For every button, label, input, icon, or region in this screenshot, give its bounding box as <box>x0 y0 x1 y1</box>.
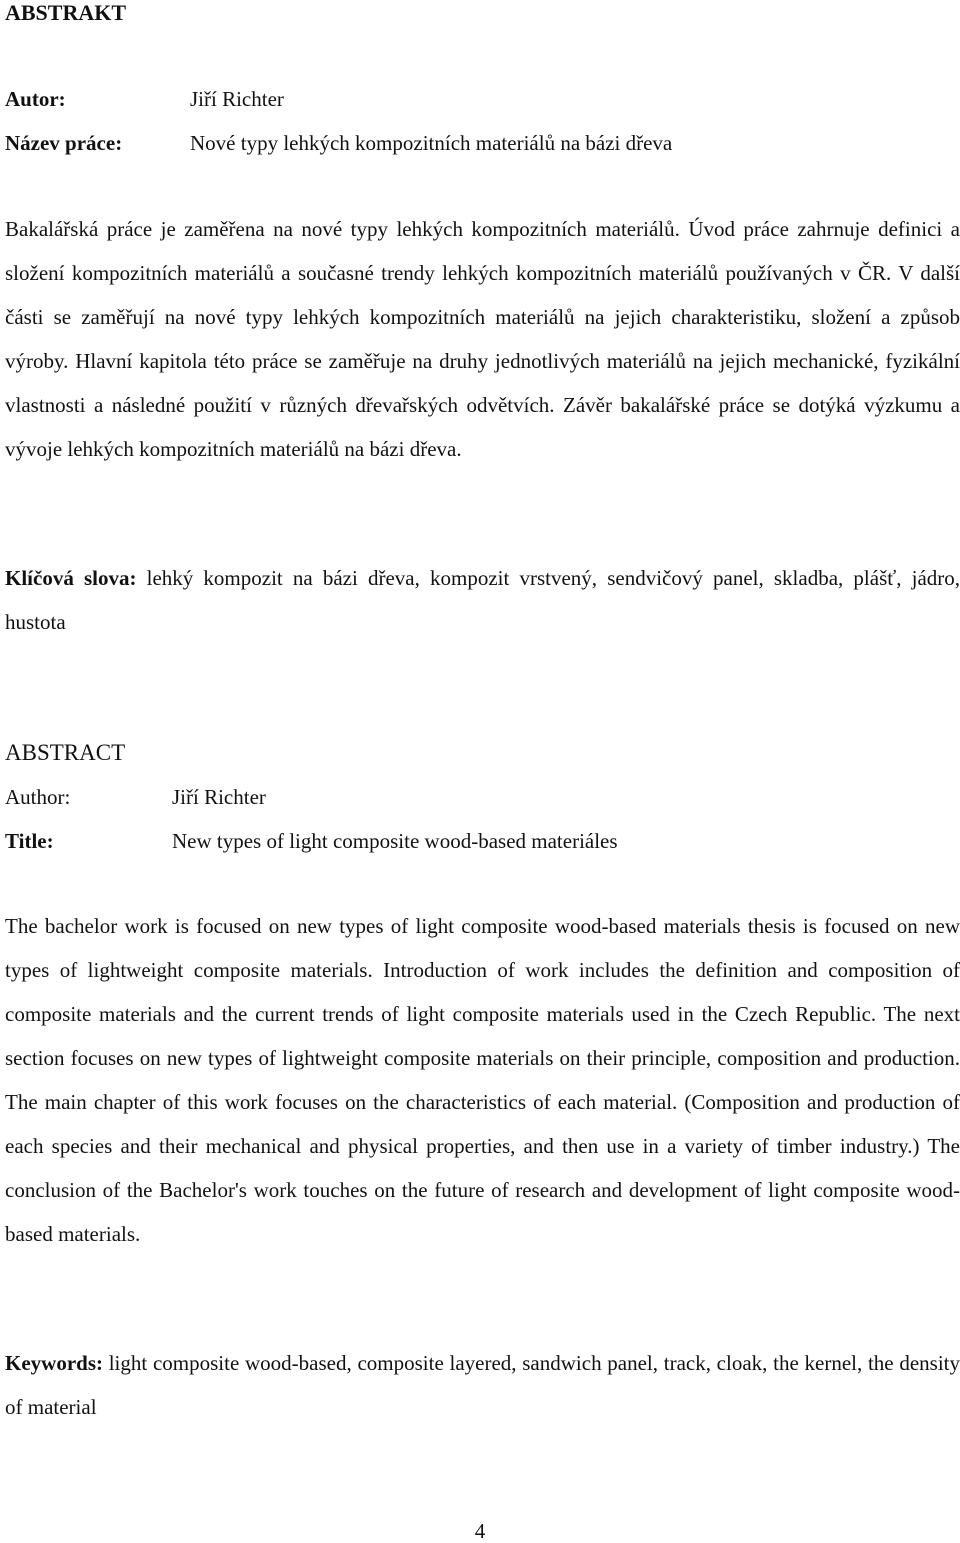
cz-keywords <box>5 556 960 644</box>
en-author-row <box>5 784 960 810</box>
en-abstract-paragraph: The bachelor work is focused on new types of light composite wood-based materials thesis is focused on new types of lightweight composite materials. Introduction of work includes the definition and composition of composite materials and the current trends of light composite materials used in the Czech Republic. The next section focuses on new types of lightweight composite materials on their principle, composition and production. The main chapter of this work focuses on the characteristics of each material. (Composition and production of each species and their mechanical and physical properties, and then use in a variety of timber industry.) The conclusion of the Bachelor's work touches on the future of research and development of light composite wood-based materials. <box>5 914 960 1246</box>
cz-abstract-body <box>5 207 960 471</box>
en-author-label: Author: <box>5 785 71 809</box>
en-keywords-label: Keywords: <box>5 1351 103 1375</box>
cz-author-value: Jiří Richter <box>190 87 284 111</box>
page-number: 4 <box>474 1519 486 1543</box>
en-keywords-text: light composite wood-based, composite layered, sandwich panel, track, cloak, the kernel, the density of material <box>5 1351 960 1419</box>
en-abstract-body <box>5 904 960 1256</box>
cz-title-value: Nové typy lehkých kompozitních materiálů na bázi dřeva <box>190 131 673 155</box>
cz-title-label: Název práce: <box>5 131 123 155</box>
en-author-value: Jiří Richter <box>172 785 266 809</box>
cz-title-row <box>5 130 960 156</box>
cz-abstract-paragraph: Bakalářská práce je zaměřena na nové typy lehkých kompozitních materiálů. Úvod práce zahrnuje definici a složení kompozitních materiálů a současné trendy lehkých kompozitních materiálů používaných v ČR. V další části se zaměřují na nové typy lehkých kompozitních materiálů na jejich charakteristiku, složení a způsob výroby. Hlavní kapitola této práce se zaměřuje na druhy jednotlivých materiálů na jejich mechanické, fyzikální vlastnosti a následné použití v různých dřevařských odvětvích. Závěr bakalářské práce se dotýká výzkumu a vývoje lehkých kompozitních materiálů na bázi dřeva. <box>5 217 960 461</box>
en-title-row <box>5 828 960 854</box>
cz-heading: ABSTRAKT <box>5 0 127 25</box>
en-title-label: Title: <box>5 829 54 853</box>
cz-keywords-text: lehký kompozit na bázi dřeva, kompozit vrstvený, sendvičový panel, skladba, plášť, jádro, hustota <box>5 566 960 634</box>
cz-author-label: Autor: <box>5 87 66 111</box>
cz-author-row <box>5 86 960 112</box>
en-keywords <box>5 1341 960 1429</box>
cz-keywords-label: Klíčová slova: <box>5 566 137 590</box>
en-title-value: New types of light composite wood-based materiáles <box>172 829 618 853</box>
en-heading: ABSTRACT <box>5 740 126 765</box>
